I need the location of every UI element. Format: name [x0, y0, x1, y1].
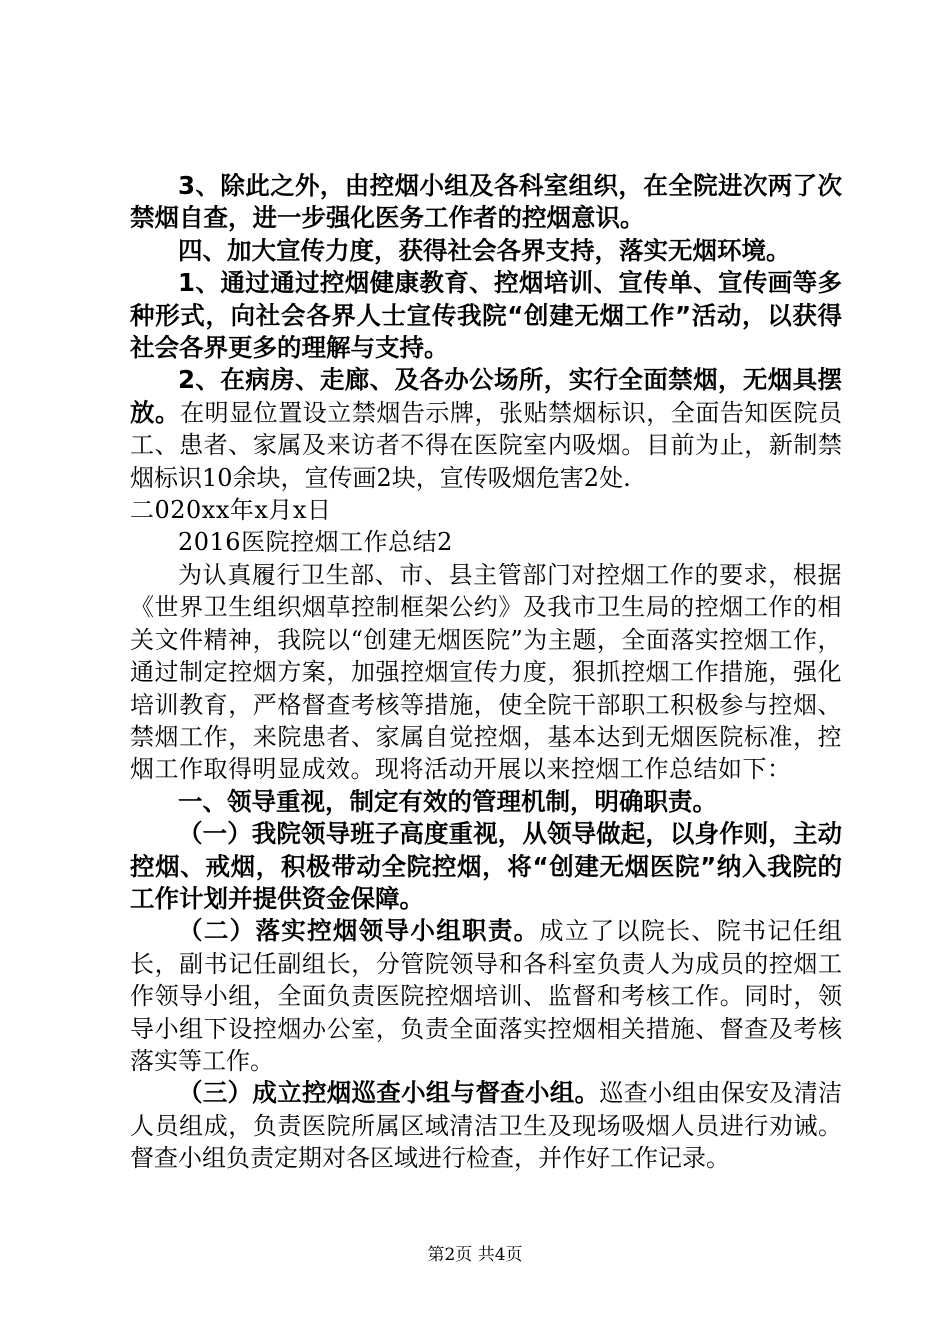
paragraph-lead-text: （三）成立控烟巡查小组与督查小组。: [178, 1078, 600, 1108]
page-number: 第2页 共4页: [427, 1245, 523, 1265]
title-text: 2016医院控烟工作总结2: [178, 528, 453, 557]
paragraph-text: （一）我院领导班子高度重视，从领导做起，以身作则，主动控烟、戒烟，积极带动全院控烟，将“创建无烟医院”纳入我院的工作计划并提供资金保障。: [130, 819, 842, 913]
paragraph: [130, 818, 842, 915]
paragraph-body-text: 巡查小组由保安及清洁人员组成，负责医院所属区域清洁卫生及现场吸烟人员进行劝诫。督查小组负责定期对各区域进行检查，并作好工作记录。: [130, 1079, 843, 1173]
section-heading: [130, 786, 842, 818]
document-title: [130, 526, 842, 558]
paragraph-text: 3、除此之外，由控烟小组及各科室组织，在全院进次两了次禁烟自查，进一步强化医务工作者的控烟意识。: [130, 171, 842, 233]
paragraph-body-text: 在明显位置设立禁烟告示牌，张贴禁烟标识，全面告知医院员工、患者、家属及来访者不得在医院室内吸烟。目前为止，新制禁烟标识10余块，宣传画2块，宣传吸烟危害2处.: [130, 398, 843, 492]
document-body: [130, 170, 842, 1175]
section-heading: [130, 235, 842, 267]
paragraph: [130, 1077, 842, 1174]
paragraph: [130, 267, 842, 364]
paragraph-text: 1、通过通过控烟健康教育、控烟培训、宣传单、宣传画等多种形式，向社会各界人士宣传我院“创建无烟工作”活动，以获得社会各界更多的理解与支持。: [130, 268, 842, 363]
paragraph: [130, 915, 842, 1077]
heading-text: 一、领导重视，制定有效的管理机制，明确职责。: [178, 786, 717, 816]
heading-text: 四、加大宣传力度，获得社会各界支持，落实无烟环境。: [178, 235, 791, 265]
paragraph: [130, 559, 842, 786]
paragraph: [130, 364, 842, 494]
paragraph-body-text: 成立了以院长、院书记任组长，副书记任副组长，分管院领导和各科室负责人为成员的控烟工作领导小组，全面负责医院控烟培训、监督和考核工作。同时，领导小组下设控烟办公室，负责全面落实控烟相关措施、督查及考核落实等工作。: [130, 917, 843, 1075]
date-line: [130, 494, 842, 526]
date-text: 二020xx年x月x日: [130, 496, 332, 525]
paragraph: [130, 170, 842, 235]
paragraph-text: 为认真履行卫生部、市、县主管部门对控烟工作的要求，根据《世界卫生组织烟草控制框架公约》及我市卫生局的控烟工作的相关文件精神，我院以“创建无烟医院”为主题，全面落实控烟工作，通过制定控烟方案，加强控烟宣传力度，狠抓控烟工作措施，强化培训教育，严格督查考核等措施，使全院干部职工积极参与控烟、禁烟工作，来院患者、家属自觉控烟，基本达到无烟医院标准，控烟工作取得明显成效。现将活动开展以来控烟工作总结如下：: [130, 560, 842, 784]
paragraph-lead-text: 2、在病房、走廊、及各办公场所，实行全面禁烟，无烟具摆放。: [130, 365, 842, 427]
paragraph-lead-text: （二）落实控烟领导小组职责。: [178, 916, 540, 946]
page-footer: [0, 1244, 950, 1266]
